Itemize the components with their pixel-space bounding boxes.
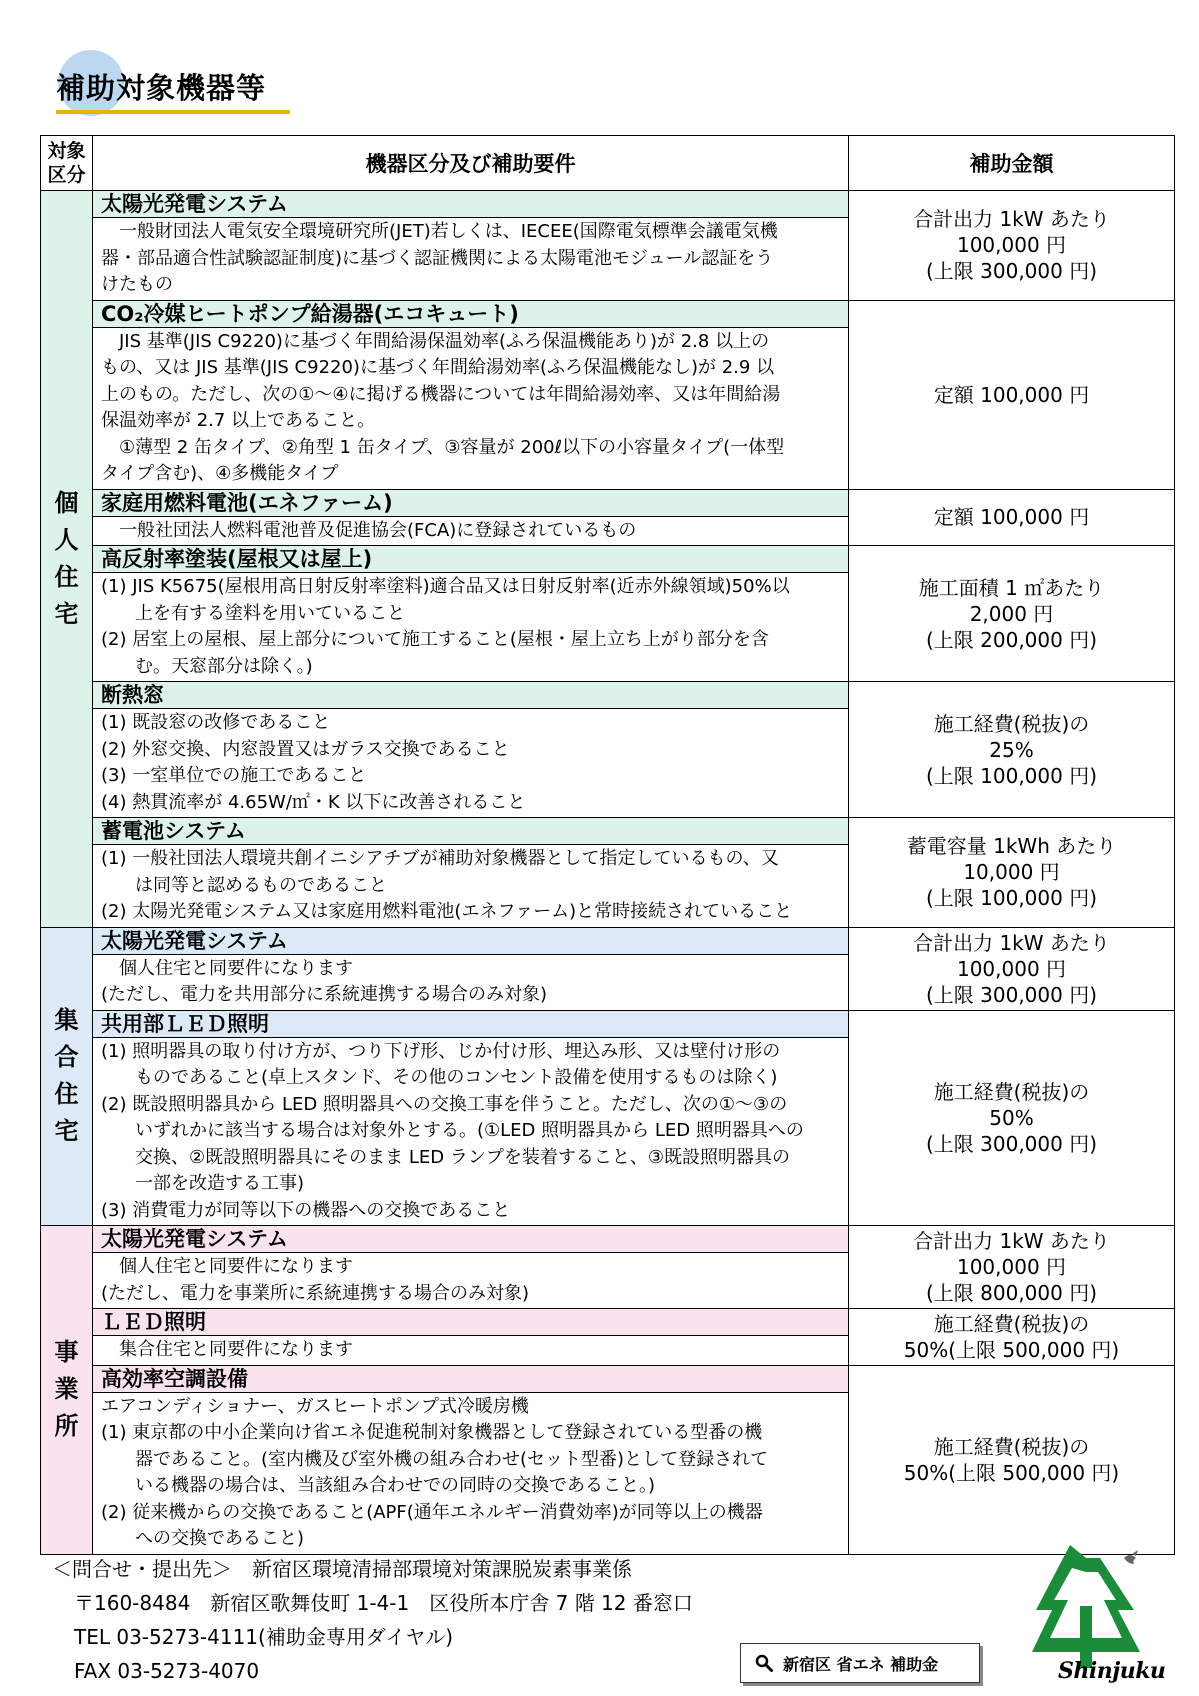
category-home: [41, 191, 93, 928]
table-row: [41, 1226, 1175, 1309]
item-line: (2) 既設照明器具から LED 照明器具への交換工事を伴うこと。ただし、次の①～③の: [101, 1093, 788, 1115]
item-title: 高反射率塗装(屋根又は屋上): [93, 546, 848, 573]
contact-footer: [52, 1552, 693, 1688]
item-line: (2) 居室上の屋根、屋上部分について施工すること(屋根・屋上立ち上がり部分を含: [101, 629, 769, 650]
item-line: は同等と認めるものであること: [135, 874, 387, 896]
item-biz-led: [93, 1309, 849, 1366]
amount-line: 合計出力 1kW あたり: [913, 930, 1110, 955]
item-body: [93, 517, 848, 546]
amount-apt-solar: [849, 927, 1175, 1010]
item-body: [93, 1038, 848, 1226]
item-line: エアコンディショナー、ガスヒートポンプ式冷暖房機: [101, 1395, 529, 1417]
item-home-ecocute: [93, 300, 849, 489]
table-row: [41, 818, 1175, 928]
amount-line: 50%(上限 500,000 円): [903, 1460, 1120, 1485]
amount-line: (上限 200,000 円): [925, 627, 1098, 652]
table-row: [41, 489, 1175, 546]
header-amount: 補助金額: [849, 136, 1175, 191]
table-row: [41, 546, 1175, 682]
item-body: [93, 573, 848, 681]
item-line: ものであること(卓上スタンド、その他のコンセント設備を使用するものは除く): [135, 1067, 778, 1088]
amount-line: 定額 100,000 円: [933, 382, 1090, 407]
item-line: (1) 既設窓の改修であること: [101, 712, 331, 733]
item-line: 個人住宅と同要件になります: [119, 1256, 353, 1277]
item-line: いる機器の場合は、当該組み合わせでの同時の交換であること。): [135, 1475, 656, 1496]
amount-biz-ac: [849, 1365, 1175, 1554]
category-business-label: 事業所: [54, 1338, 79, 1441]
item-line: いずれかに該当する場合は対象外とする。(①LED 照明器具から LED 照明器具への: [135, 1120, 804, 1141]
table-header-row: [41, 136, 1175, 191]
item-home-paint: [93, 546, 849, 682]
item-line: (1) 照明器具の取り付け方が、つり下げ形、じか付け形、埋込み形、又は壁付け形の: [101, 1040, 781, 1062]
amount-line: (上限 800,000 円): [925, 1281, 1098, 1305]
item-line: 器であること。(室内機及び室外機の組み合わせ(セット型番)として登録されて: [135, 1448, 769, 1470]
table-row: [41, 1309, 1175, 1366]
logo-wordmark: Shinjuku: [1058, 1658, 1166, 1684]
amount-line: 10,000 円: [963, 860, 1060, 885]
amount-line: 50%(上限 500,000 円): [903, 1337, 1120, 1362]
amount-line: 合計出力 1kW あたり: [913, 207, 1110, 232]
search-keyword-box: [740, 1643, 980, 1683]
amount-line: (上限 300,000 円): [925, 982, 1098, 1007]
item-title: 蓄電池システム: [93, 818, 848, 845]
item-line: もの、又は JIS 基準(JIS C9220)に基づく年間給湯効率(ふろ保温機能なし)が 2.9 以: [101, 357, 775, 378]
contact-address: 〒160-8484 新宿区歌舞伎町 1-4-1 区役所本庁舎 7 階 12 番窓口: [74, 1591, 693, 1615]
item-line: JIS 基準(JIS C9220)に基づく年間給湯保温効率(ふろ保温機能あり)が 2.8 以上の: [119, 330, 770, 352]
search-icon: [755, 1654, 773, 1672]
header-category: [41, 136, 93, 191]
item-line: (2) 太陽光発電システム又は家庭用燃料電池(エネファーム)と常時接続されていること: [101, 901, 793, 922]
item-line: 一般財団法人電気安全環境研究所(JET)若しくは、IECEE(国際電気標準会議電気機: [119, 221, 778, 242]
item-line: 一部を改造する工事): [135, 1173, 305, 1194]
item-biz-solar: [93, 1226, 849, 1309]
amount-line: 50%: [989, 1105, 1034, 1130]
item-line: ①薄型 2 缶タイプ、②角型 1 缶タイプ、③容量が 200ℓ以下の小容量タイプ(一体型: [119, 436, 785, 458]
amount-line: 100,000 円: [956, 1255, 1067, 1279]
item-line: (2) 従来機からの交換であること(APF(通年エネルギー消費効率)が同等以上の機器: [101, 1501, 763, 1523]
item-line: (ただし、電力を共用部分に系統連携する場合のみ対象): [101, 984, 548, 1005]
table-row: [41, 1010, 1175, 1226]
amount-line: 100,000 円: [956, 956, 1067, 981]
amount-apt-led: [849, 1010, 1175, 1226]
item-title: CO₂冷媒ヒートポンプ給湯器(エコキュート): [93, 301, 848, 328]
subsidy-table: [40, 135, 1175, 1555]
item-line: (4) 熱貫流率が 4.65W/㎡・K 以下に改善されること: [101, 791, 526, 813]
amount-line: (上限 100,000 円): [925, 886, 1098, 911]
category-apartment-label: 集合住宅: [54, 1006, 79, 1146]
table-row: [41, 927, 1175, 1010]
contact-tel: TEL 03-5273-4111(補助金専用ダイヤル): [74, 1625, 454, 1649]
item-title: 太陽光発電システム: [93, 1226, 848, 1253]
amount-home-battery: [849, 818, 1175, 928]
item-line: けたもの: [101, 274, 173, 295]
item-line: 交換、②既設照明器具にそのまま LED ランプを装着すること、③既設照明器具の: [135, 1146, 790, 1168]
page-heading: [48, 50, 308, 120]
category-home-label: 個人住宅: [54, 488, 79, 628]
item-line: 上のもの。ただし、次の①～④に掲げる機器については年間給湯効率、又は年間給湯: [101, 383, 781, 405]
amount-home-window: [849, 682, 1175, 818]
amount-line: (上限 100,000 円): [925, 763, 1098, 788]
item-body: [93, 709, 848, 817]
item-line: (1) 一般社団法人環境共創イニシアチブが補助対象機器として指定しているもの、又: [101, 848, 779, 869]
header-requirements: 機器区分及び補助要件: [93, 136, 849, 191]
amount-line: 2,000 円: [969, 601, 1054, 626]
amount-line: 施工経費(税抜)の: [933, 1434, 1090, 1459]
item-title: 家庭用燃料電池(エネファーム): [93, 490, 848, 517]
heading-underline: [56, 110, 290, 114]
item-body: [93, 328, 848, 489]
amount-home-ecocute: [849, 300, 1175, 489]
item-line: (3) 消費電力が同等以下の機器への交換であること: [101, 1199, 511, 1221]
item-title: 断熱窓: [93, 682, 848, 709]
contact-heading: ＜問合せ・提出先＞ 新宿区環境清掃部環境対策課脱炭素事業係: [52, 1557, 632, 1581]
item-home-window: [93, 682, 849, 818]
amount-line: 施工面積 1 ㎡あたり: [918, 575, 1105, 600]
amount-line: 施工経費(税抜)の: [933, 1311, 1090, 1336]
item-line: への交換であること): [135, 1528, 305, 1549]
item-body: [93, 1336, 848, 1365]
item-line: 集合住宅と同要件になります: [119, 1339, 353, 1360]
item-body: [93, 955, 848, 1010]
item-body: [93, 218, 848, 300]
item-apt-led: [93, 1010, 849, 1226]
page-title: 補助対象機器等: [56, 71, 267, 105]
item-home-enefarm: [93, 489, 849, 546]
item-title: 太陽光発電システム: [93, 928, 848, 955]
item-apt-solar: [93, 927, 849, 1010]
item-body: [93, 1253, 848, 1308]
item-title: 高効率空調設備: [93, 1366, 848, 1393]
amount-line: 25%: [989, 737, 1034, 762]
amount-line: 定額 100,000 円: [933, 505, 1090, 530]
contact-fax: FAX 03-5273-4070: [74, 1659, 260, 1683]
item-title: ＬＥＤ照明: [93, 1309, 848, 1336]
item-home-solar: [93, 191, 849, 301]
amount-biz-solar: [849, 1226, 1175, 1309]
item-line: (1) JIS K5675(屋根用高日射反射率塗料)適合品又は日射反射率(近赤外線領域)50%以: [101, 576, 790, 597]
amount-line: 施工経費(税抜)の: [933, 1079, 1090, 1104]
item-biz-ac: [93, 1365, 849, 1554]
item-line: 個人住宅と同要件になります: [119, 957, 353, 979]
item-line: 器・部品適合性試験認証制度)に基づく認証機関による太陽電池モジュール認証をう: [101, 247, 774, 269]
item-line: タイプ含む)、④多機能タイプ: [101, 463, 339, 484]
item-title: 共用部ＬＥＤ照明: [93, 1011, 848, 1038]
item-line: 保温効率が 2.7 以上であること。: [101, 410, 376, 431]
amount-line: 施工経費(税抜)の: [933, 711, 1090, 736]
amount-line: 100,000 円: [956, 233, 1067, 258]
amount-line: (上限 300,000 円): [925, 1131, 1098, 1156]
amount-home-paint: [849, 546, 1175, 682]
search-keyword-text: 新宿区 省エネ 補助金: [783, 1654, 939, 1674]
item-home-battery: [93, 818, 849, 928]
item-line: む。天窓部分は除く。): [135, 655, 313, 677]
amount-home-solar: [849, 191, 1175, 301]
header-category-label: 対象区分: [47, 140, 86, 186]
item-body: [93, 1393, 848, 1554]
item-title: 太陽光発電システム: [93, 191, 848, 218]
category-business: [41, 1226, 93, 1555]
item-line: 一般社団法人燃料電池普及促進協会(FCA)に登録されているもの: [119, 519, 637, 541]
amount-biz-led: [849, 1309, 1175, 1366]
category-apartment: [41, 927, 93, 1226]
table-row: [41, 191, 1175, 301]
amount-line: (上限 300,000 円): [925, 259, 1098, 284]
amount-line: 蓄電容量 1kWh あたり: [906, 834, 1117, 859]
item-line: (1) 東京都の中小企業向け省エネ促進税制対象機器として登録されている型番の機: [101, 1422, 763, 1443]
table-row: [41, 682, 1175, 818]
amount-line: 合計出力 1kW あたり: [913, 1229, 1110, 1253]
item-line: (ただし、電力を事業所に系統連携する場合のみ対象): [101, 1282, 530, 1304]
table-row: [41, 1365, 1175, 1554]
item-line: (2) 外窓交換、内窓設置又はガラス交換であること: [101, 738, 510, 760]
amount-home-enefarm: [849, 489, 1175, 546]
item-body: [93, 845, 848, 927]
table-row: [41, 300, 1175, 489]
item-line: 上を有する塗料を用いていること: [135, 602, 405, 624]
item-line: (3) 一室単位での施工であること: [101, 765, 367, 786]
